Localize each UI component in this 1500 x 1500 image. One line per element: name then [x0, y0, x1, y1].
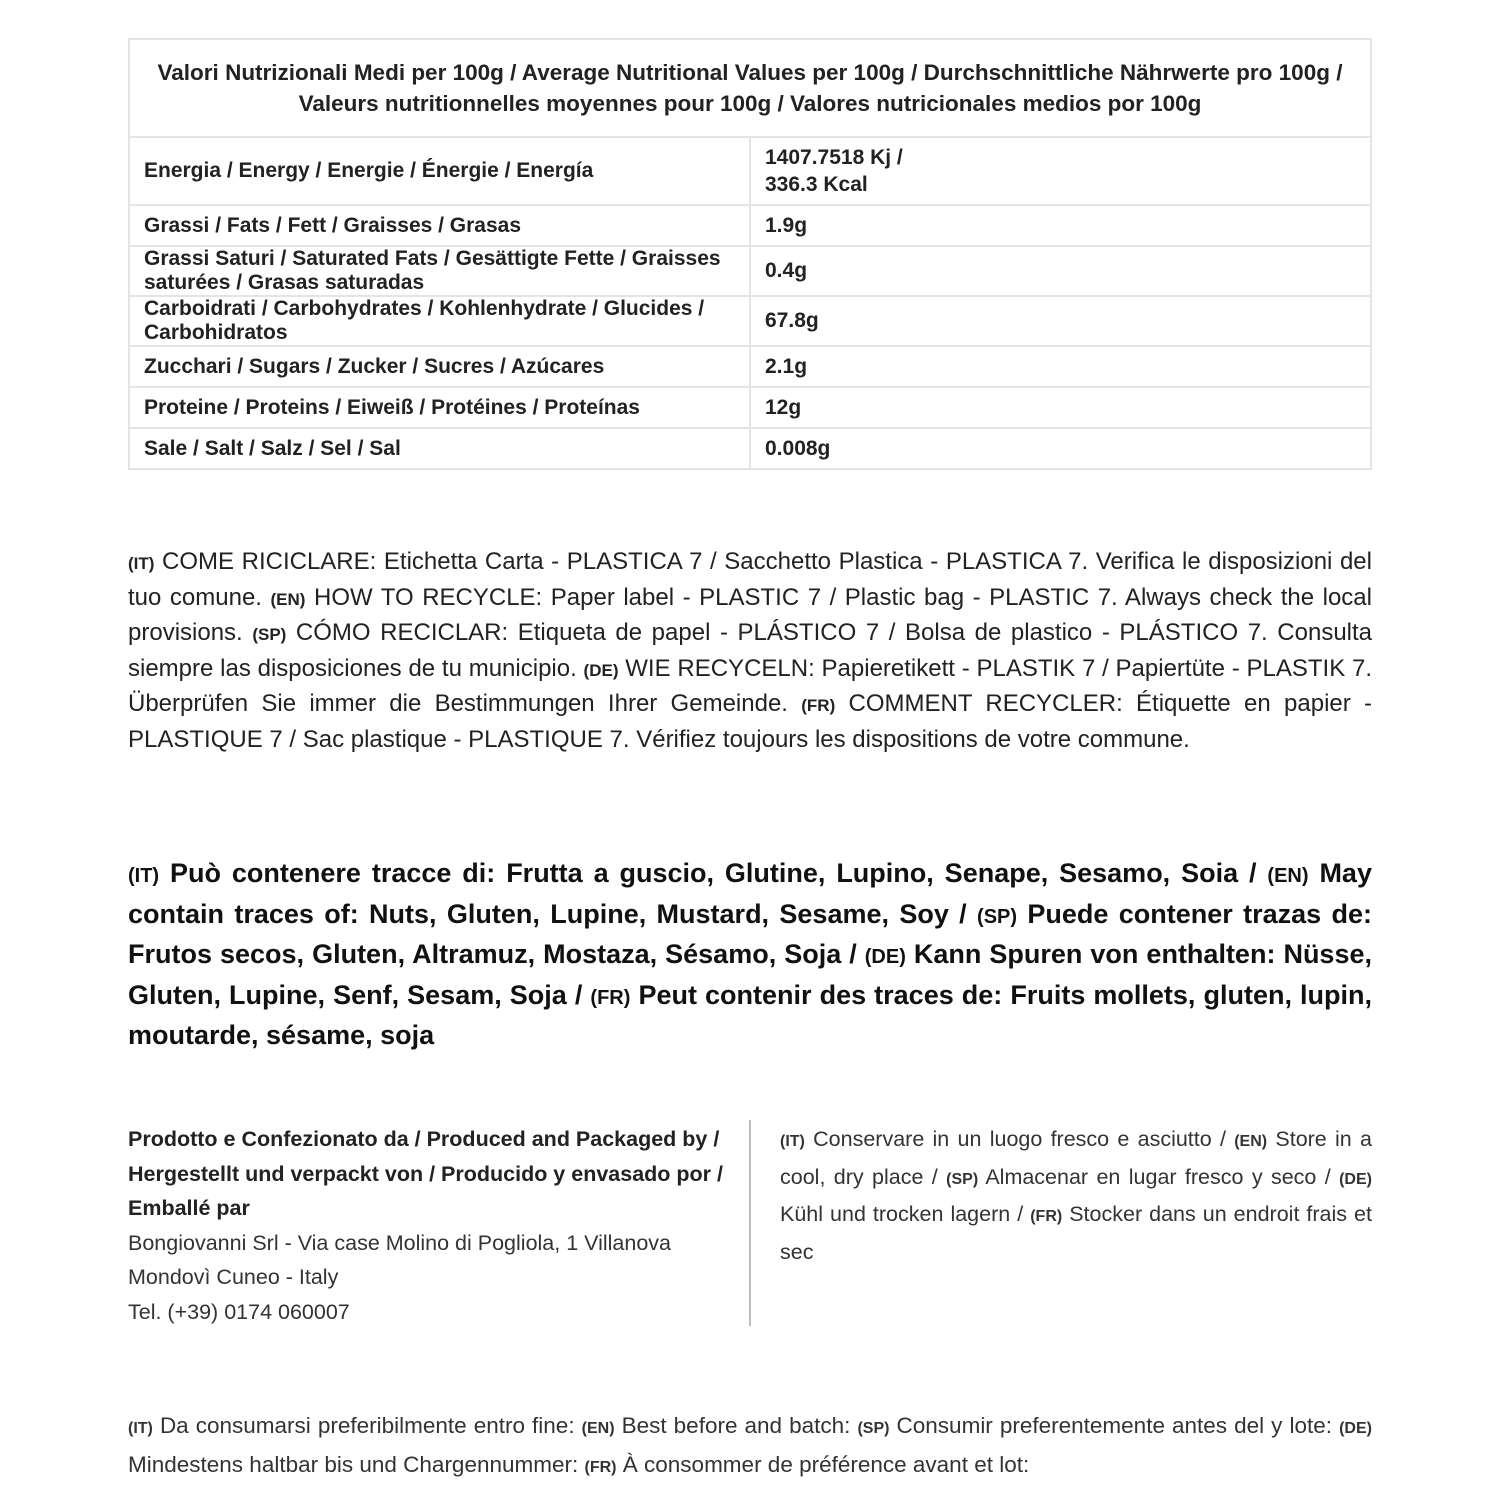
allergens-en: May contain traces of: Nuts, Gluten, Lupine, Mustard, Sesame, Soy / — [128, 858, 1372, 929]
table-row — [129, 246, 1371, 296]
storage-fr: Stocker dans un endroit frais et sec — [780, 1202, 1372, 1264]
column-divider — [749, 1120, 751, 1326]
storage-sp: Almacenar en lugar fresco y seco / — [985, 1164, 1331, 1189]
allergens-sp: Puede contener trazas de: Frutos secos, Gluten, Altramuz, Mostaza, Sésamo, Soja / — [128, 898, 1372, 969]
lang-tag-en: (EN) — [581, 1420, 615, 1437]
nutrient-label: Proteine / Proteins / Eiweiß / Protéines / Proteínas — [129, 387, 750, 428]
nutrient-value: 12g — [750, 387, 1371, 428]
producer-phone: Tel. (+39) 0174 060007 — [128, 1299, 350, 1324]
best-before-de: Mindestens haltbar bis und Chargennummer: — [128, 1452, 579, 1477]
recycling-de: WIE RECYCELN: Papieretikett - PLASTIK 7 / Papiertüte - PLASTIK 7. Überprüfen Sie immer die Bestimmungen Ihrer Gemeinde. — [128, 654, 1372, 717]
storage-en: Store in a cool, dry place / — [780, 1127, 1372, 1189]
table-row — [129, 137, 1371, 205]
lang-tag-fr: (FR) — [590, 986, 631, 1009]
lang-tag-sp: (SP) — [946, 1170, 979, 1188]
nutrient-value — [750, 137, 1371, 205]
allergens-de: Kann Spuren von enthalten: Nüsse, Gluten, Lupine, Senf, Sesam, Soja / — [128, 939, 1372, 1010]
nutrition-header: Valori Nutrizionali Medi per 100g / Average Nutritional Values per 100g / Durchschnittliche Nährwerte pro 100g / Valeurs nutritionnelles moyennes pour 100g / Valores nutricionales medios por 100g — [129, 39, 1371, 137]
best-before-statement — [128, 1408, 1372, 1486]
lang-tag-fr: (FR) — [1030, 1208, 1063, 1225]
recycling-it: COME RICICLARE: Etichetta Carta - PLASTICA 7 / Sacchetto Plastica - PLASTICA 7. Verifica le disposizioni del tuo comune. — [128, 548, 1372, 611]
nutrient-label: Zucchari / Sugars / Zucker / Sucres / Azúcares — [129, 346, 750, 387]
table-row — [129, 205, 1371, 246]
nutrient-label: Carboidrati / Carbohydrates / Kohlenhydrate / Glucides / Carbohidratos — [129, 296, 750, 346]
table-row — [129, 387, 1371, 428]
best-before-it: Da consumarsi preferibilmente entro fine: — [159, 1413, 575, 1438]
lang-tag-it: (IT) — [780, 1133, 805, 1150]
lang-tag-de: (DE) — [583, 660, 619, 680]
lang-tag-en: (EN) — [1234, 1133, 1268, 1150]
nutrient-value: 0.4g — [750, 246, 1371, 296]
best-before-fr: À consommer de préférence avant et lot: — [622, 1452, 1030, 1477]
lang-tag-it: (IT) — [128, 865, 160, 887]
nutrient-value: 2.1g — [750, 346, 1371, 387]
producer-info — [128, 1122, 728, 1329]
lang-tag-en: (EN) — [1267, 865, 1309, 887]
best-before-sp: Consumir preferentemente antes del y lote: — [896, 1413, 1333, 1438]
producer-address-line1: Bongiovanni Srl - Via case Molino di Pogliola, 1 Villanova — [128, 1230, 672, 1255]
recycling-en: HOW TO RECYCLE: Paper label - PLASTIC 7 / Plastic bag - PLASTIC 7. Always check the local provisions. — [128, 583, 1372, 646]
nutrient-value: 0.008g — [750, 428, 1371, 469]
lang-tag-sp: (SP) — [977, 905, 1018, 928]
lang-tag-it: (IT) — [128, 554, 155, 573]
energy-kcal: 336.3 Kcal — [765, 173, 868, 196]
nutrient-label: Energia / Energy / Energie / Énergie / Energía — [129, 137, 750, 205]
nutrient-label: Grassi / Fats / Fett / Graisses / Grasas — [129, 205, 750, 246]
lang-tag-fr: (FR) — [584, 1459, 617, 1476]
lang-tag-it: (IT) — [128, 1420, 153, 1437]
nutrient-value: 67.8g — [750, 296, 1371, 346]
recycling-fr: COMMENT RECYCLER: Étiquette en papier - PLASTIQUE 7 / Sac plastique - PLASTIQUE 7. Vérifiez toujours les dispositions de votre commune. — [128, 690, 1373, 753]
lang-tag-en: (EN) — [270, 589, 306, 609]
allergens-fr: Peut contenir des traces de: Fruits mollets, gluten, lupin, moutarde, sésame, soja — [128, 979, 1372, 1050]
nutrient-label: Sale / Salt / Salz / Sel / Sal — [129, 428, 750, 469]
storage-it: Conservare in un luogo fresco e asciutto / — [813, 1127, 1226, 1151]
storage-instructions — [780, 1122, 1372, 1269]
recycling-sp: CÓMO RECICLAR: Etiqueta de papel - PLÁSTICO 7 / Bolsa de plastico - PLÁSTICO 7. Consulta siempre las disposiciones de tu municipio. — [128, 619, 1373, 682]
energy-kj: 1407.7518 Kj / — [765, 146, 903, 169]
lang-tag-de: (DE) — [1339, 1420, 1372, 1437]
table-row — [129, 346, 1371, 387]
recycling-instructions — [128, 545, 1372, 756]
lang-tag-fr: (FR) — [801, 696, 836, 715]
table-row — [129, 428, 1371, 469]
producer-address-line2: Mondovì Cuneo - Italy — [128, 1265, 339, 1289]
allergen-statement — [128, 855, 1372, 1055]
best-before-en: Best before and batch: — [621, 1413, 851, 1438]
lang-tag-sp: (SP) — [252, 625, 287, 644]
nutrient-label: Grassi Saturi / Saturated Fats / Gesättigte Fette / Graisses saturées / Grasas saturadas — [129, 246, 750, 296]
allergens-it: Può contenere tracce di: Frutta a guscio, Glutine, Lupino, Senape, Sesamo, Soia / — [170, 858, 1257, 888]
storage-de: Kühl und trocken lagern / — [780, 1202, 1024, 1226]
table-row — [129, 296, 1371, 346]
lang-tag-sp: (SP) — [857, 1420, 890, 1437]
nutrition-header-row — [129, 39, 1371, 137]
lang-tag-de: (DE) — [1339, 1170, 1372, 1188]
producer-title: Prodotto e Confezionato da / Produced and Packaged by / Hergestellt und verpackt von / Producido y envasado por / Emballé par — [128, 1127, 723, 1220]
nutrient-value: 1.9g — [750, 205, 1371, 246]
lang-tag-de: (DE) — [864, 946, 906, 968]
nutrition-table — [128, 38, 1372, 470]
